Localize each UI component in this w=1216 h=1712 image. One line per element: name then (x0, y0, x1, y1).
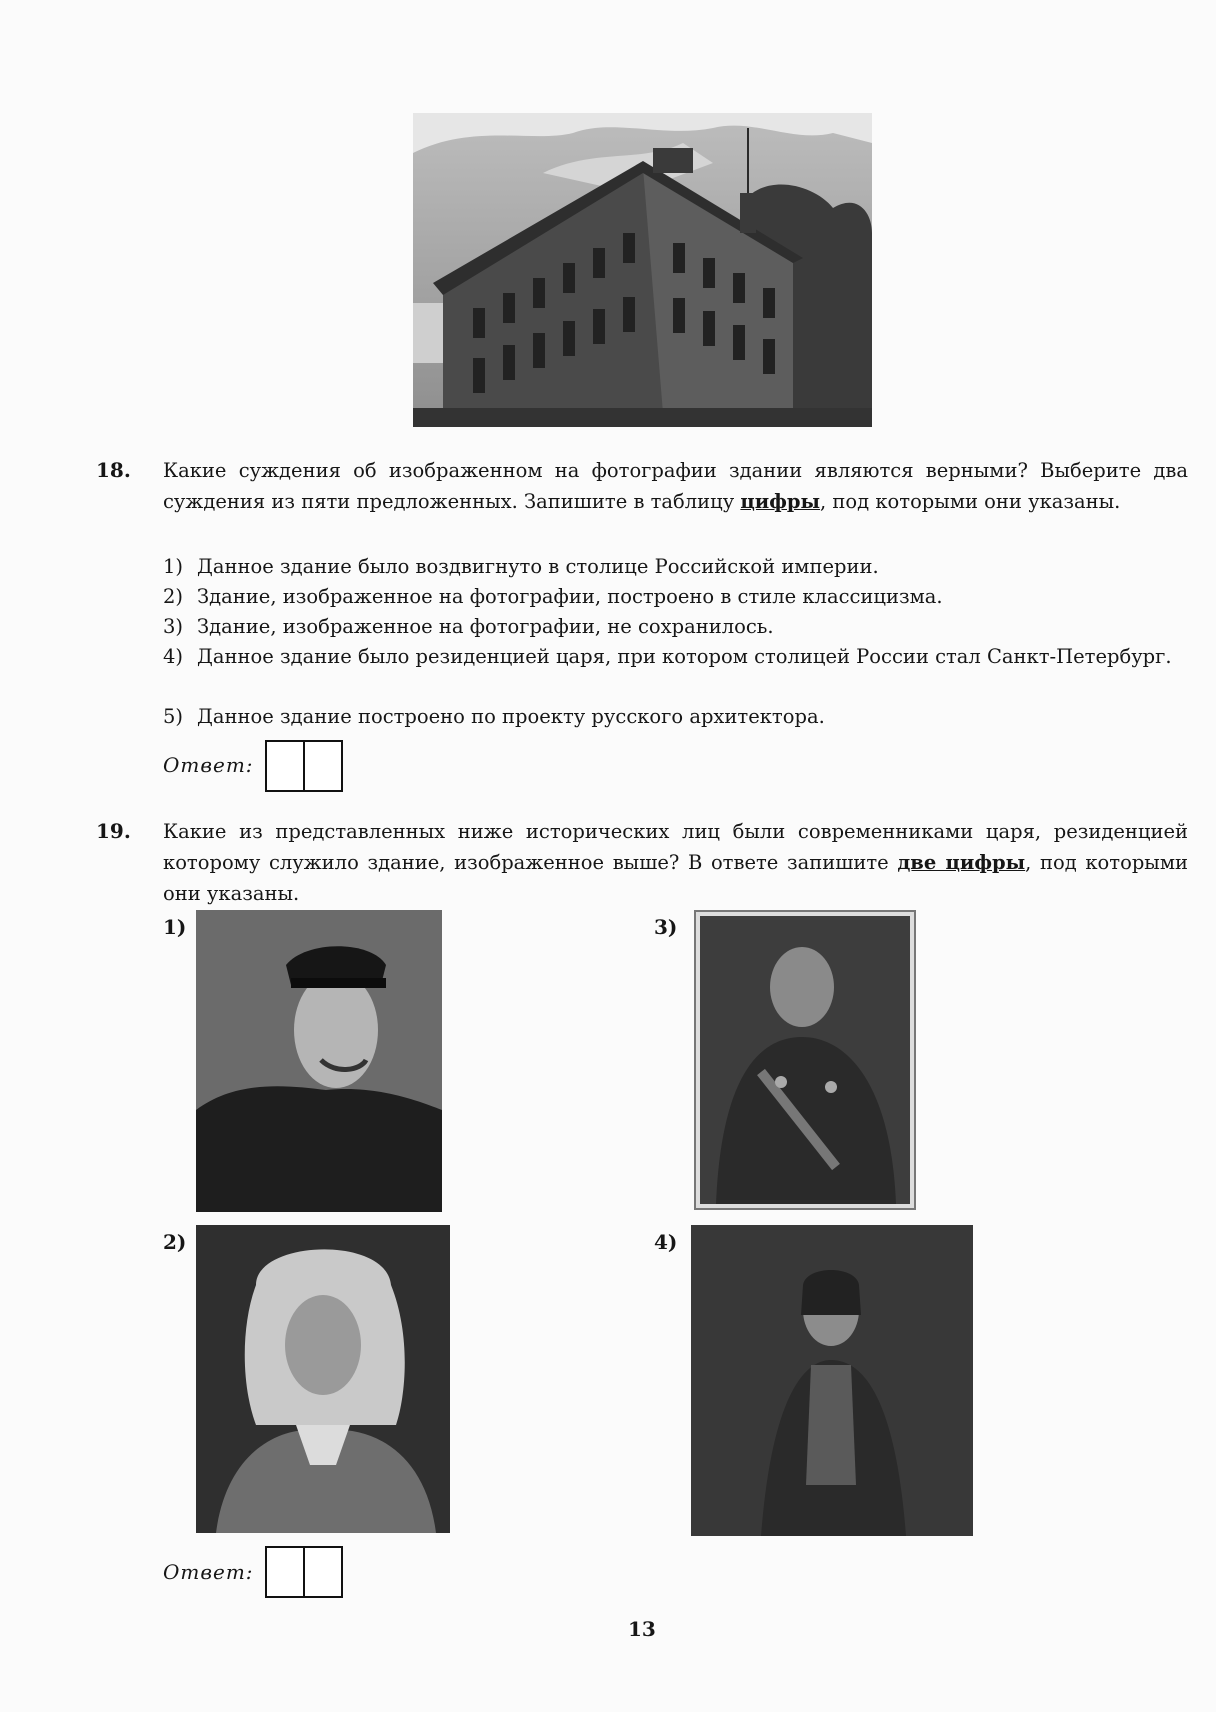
question-18-number: 18. (96, 458, 131, 482)
q18-answer-box-2[interactable] (303, 740, 343, 792)
q18-answer-label: Ответ: (163, 753, 254, 777)
portrait-4 (691, 1225, 973, 1536)
question-18-text (163, 455, 1188, 517)
question-19-text (163, 816, 1188, 909)
q18-option-text: Данное здание было резиденцией царя, при котором столицей России стал Санкт-Петербург. (197, 645, 1172, 668)
q18-option-text: Здание, изображенное на фотографии, не сохранилось. (197, 615, 774, 638)
q18-option-number: 1) (163, 555, 184, 578)
page-number: 13 (628, 1617, 656, 1641)
q18-option-4 (163, 642, 1188, 672)
q19-answer-box-2[interactable] (303, 1546, 343, 1598)
question-19-intro-end: , под которыми они указаны. (163, 851, 1188, 905)
building-photo (413, 113, 872, 427)
q19-answer-box-1[interactable] (265, 1546, 305, 1598)
portrait-1 (196, 910, 442, 1212)
q18-option-3 (163, 612, 1188, 642)
q18-option-text: Данное здание построено по проекту русского архитектора. (197, 705, 825, 728)
q19-answer-label: Ответ: (163, 1560, 254, 1584)
question-18-intro-bold: цифры (740, 490, 821, 513)
q18-option-number: 4) (163, 645, 184, 668)
portrait-4-label: 4) (654, 1230, 678, 1254)
q18-option-2 (163, 582, 1188, 612)
question-19-intro: Какие из представленных ниже исторических лиц были современниками царя, резиденцией которому служило здание, изображенное выше? В ответе запишите (163, 820, 1188, 874)
q18-option-text: Данное здание было воздвигнуто в столице Российской империи. (197, 555, 879, 578)
q18-option-text: Здание, изображенное на фотографии, построено в стиле классицизма. (197, 585, 943, 608)
portrait-2 (196, 1225, 450, 1533)
portrait-2-label: 2) (163, 1230, 187, 1254)
q18-option-number: 2) (163, 585, 184, 608)
q18-option-number: 5) (163, 705, 184, 728)
q18-answer-box-1[interactable] (265, 740, 305, 792)
q18-option-5 (163, 702, 1188, 732)
portrait-3 (694, 910, 916, 1210)
q18-option-number: 3) (163, 615, 184, 638)
portrait-3-label: 3) (654, 915, 678, 939)
q18-option-1 (163, 552, 1188, 582)
question-19-intro-bold: две цифры (897, 851, 1026, 874)
question-19-number: 19. (96, 819, 131, 843)
portrait-1-label: 1) (163, 915, 187, 939)
question-18-intro-end: , под которыми они указаны. (820, 490, 1121, 513)
question-18-intro: Какие суждения об изображенном на фотографии здании являются верными? Выберите два суждения из пяти предложенных. Запишите в таблицу (163, 459, 1188, 513)
